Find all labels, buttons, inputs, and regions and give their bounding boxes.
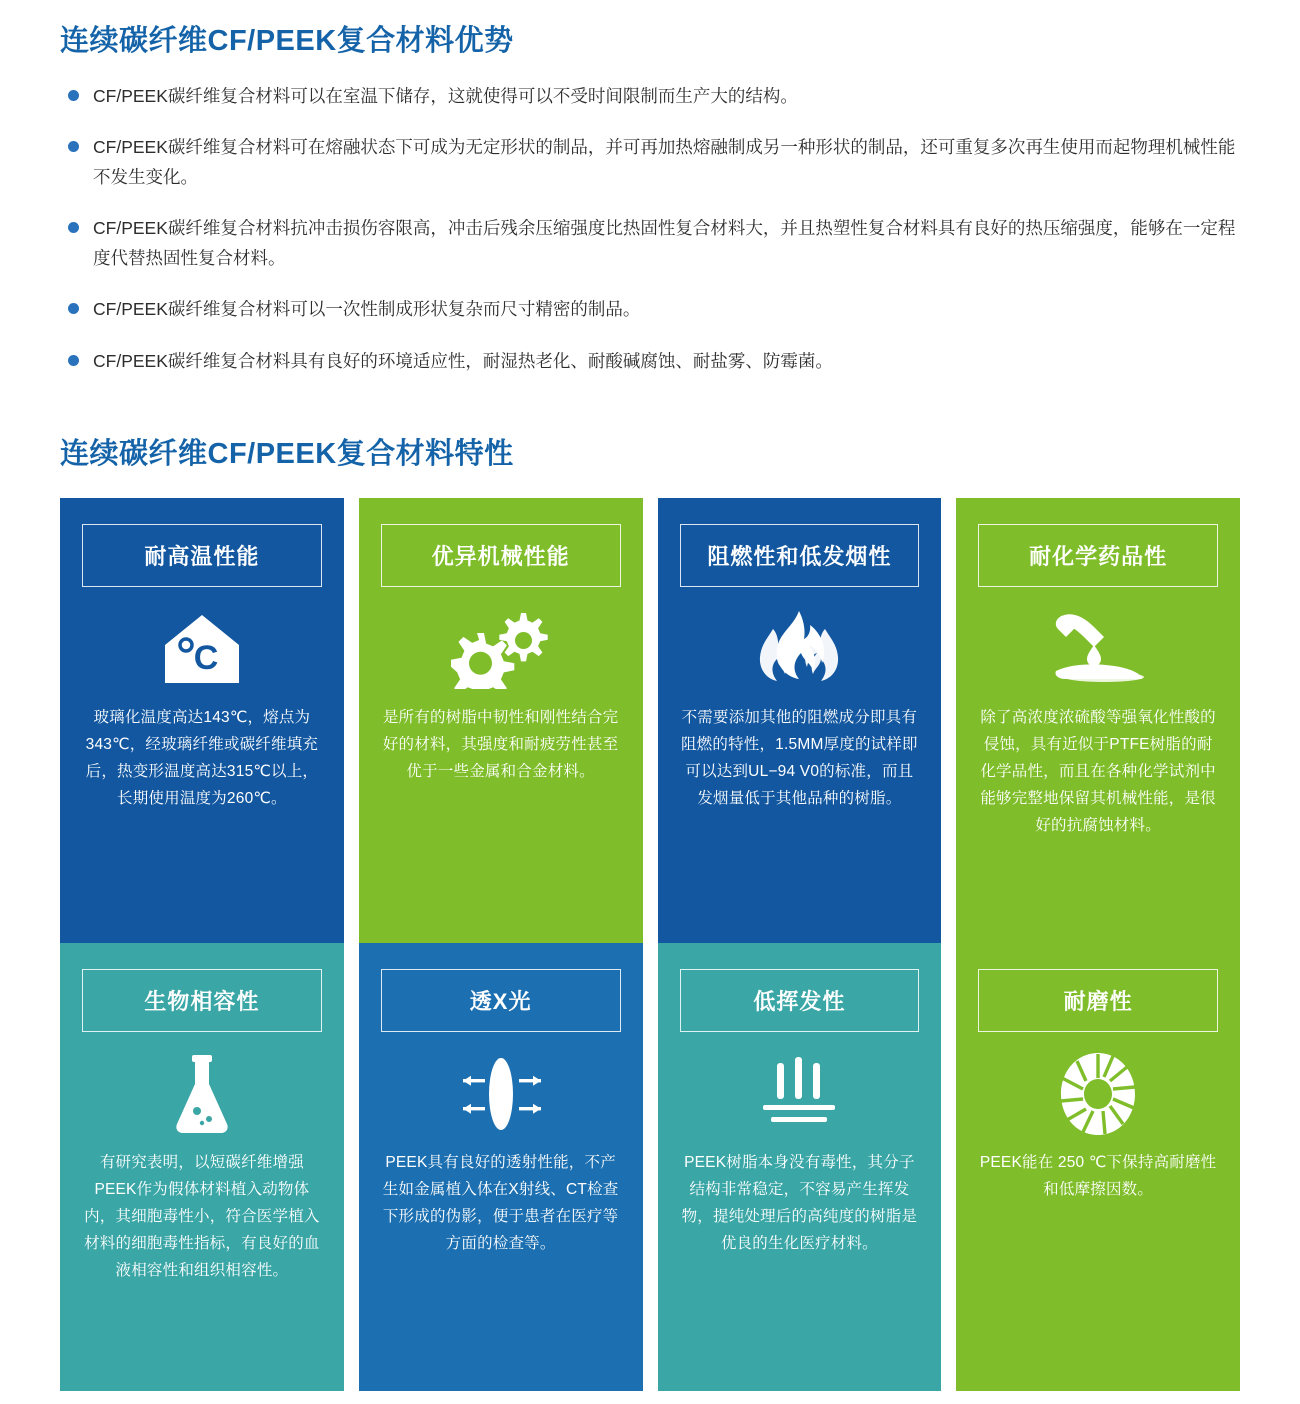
- list-item-text: CF/PEEK碳纤维复合材料具有良好的环境适应性，耐湿热老化、耐酸碱腐蚀、耐盐雾、防霉菌。: [93, 350, 833, 371]
- feature-card-title: 生物相容性: [82, 969, 322, 1032]
- bullet-dot-icon: [68, 141, 79, 152]
- advantages-bullet-list: [60, 81, 1240, 376]
- bullet-dot-icon: [68, 90, 79, 101]
- feature-card-flame-retardant: [658, 498, 942, 943]
- feature-card-mechanical: [359, 498, 643, 943]
- list-item: [60, 132, 1240, 192]
- feature-card-text: 玻璃化温度高达143℃，熔点为343℃，经玻璃纤维或碳纤维填充后，热变形温度高达315℃以上，长期使用温度为260℃。: [85, 708, 319, 807]
- feature-card-title: 低挥发性: [680, 969, 920, 1032]
- feature-card-text: PEEK能在 250 ℃下保持高耐磨性和低摩擦因数。: [979, 1153, 1217, 1198]
- feature-card-title: 耐高温性能: [82, 524, 322, 587]
- feature-card-heat-resistance: [60, 498, 344, 943]
- list-item-text: CF/PEEK碳纤维复合材料可以在室温下储存，这就使得可以不受时间限制而生产大的结构。: [93, 86, 798, 106]
- flame-icon: [749, 601, 849, 697]
- advantages-section-title: 连续碳纤维CF/PEEK复合材料优势: [60, 25, 514, 57]
- feature-card-title: 耐磨性: [978, 969, 1218, 1032]
- feature-card-xray-transparency: [359, 943, 643, 1391]
- feature-card-text: 有研究表明，以短碳纤维增强PEEK作为假体材料植入动物体内，其细胞毒性小，符合医学植入材料的细胞毒性指标，有良好的血液相容性和组织相容性。: [84, 1153, 320, 1279]
- feature-card-text: 除了高浓度浓硫酸等强氧化性酸的侵蚀，具有近似于PTFE树脂的耐化学品性，而且在各种化学试剂中能够完整地保留其机械性能，是很好的抗腐蚀材料。: [980, 708, 1216, 834]
- feature-card-low-volatility: [658, 943, 942, 1391]
- list-item: [60, 213, 1240, 273]
- feature-card-text: PEEK树脂本身没有毒性，其分子结构非常稳定，不容易产生挥发物，提纯处理后的高纯度的树脂是优良的生化医疗材料。: [681, 1153, 918, 1252]
- chemical-drop-icon: [1042, 601, 1154, 697]
- list-item: [60, 294, 1240, 324]
- list-item-text: CF/PEEK碳纤维复合材料抗冲击损伤容限高，冲击后残余压缩强度比热固性复合材料大，并且热塑性复合材料具有良好的热压缩强度，能够在一定程度代替热固性复合材料。: [93, 218, 1236, 269]
- feature-card-title: 阻燃性和低发烟性: [680, 524, 920, 587]
- feature-card-wear-resistance: [956, 943, 1240, 1391]
- xray-lens-icon: [449, 1046, 553, 1142]
- feature-card-title: 透X光: [381, 969, 621, 1032]
- thermometer-house-icon: [159, 601, 245, 697]
- features-section-title: 连续碳纤维CF/PEEK复合材料特性: [60, 437, 514, 470]
- low-volatility-icon: [749, 1046, 849, 1142]
- flask-icon: [165, 1046, 239, 1142]
- list-item: [60, 346, 1240, 376]
- feature-card-biocompatibility: [60, 943, 344, 1391]
- gears-icon: [449, 601, 553, 697]
- bullet-dot-icon: [68, 303, 79, 314]
- feature-card-text: 不需要添加其他的阻燃成分即具有阻燃的特性，1.5MM厚度的试样即可以达到UL−94 V0的标准，而且发烟量低于其他品种的树脂。: [680, 708, 918, 807]
- features-grid: [60, 498, 1240, 1391]
- svg-text:C: C: [193, 638, 219, 677]
- feature-card-title: 优异机械性能: [381, 524, 621, 587]
- list-item-text: CF/PEEK碳纤维复合材料可以一次性制成形状复杂而尺寸精密的制品。: [93, 299, 641, 320]
- feature-card-text: 是所有的树脂中韧性和刚性结合完好的材料，其强度和耐疲劳性甚至优于一些金属和合金材料。: [382, 708, 619, 780]
- feature-card-title: 耐化学药品性: [978, 524, 1218, 587]
- list-item: [60, 81, 1240, 111]
- list-item-text: CF/PEEK碳纤维复合材料可在熔融状态下可成为无定形状的制品，并可再加热熔融制成另一种形状的制品，还可重复多次再生使用而起物理机械性能不发生变化。: [93, 137, 1236, 188]
- bullet-dot-icon: [68, 222, 79, 233]
- tire-icon: [1053, 1046, 1143, 1142]
- feature-card-text: PEEK具有良好的透射性能，不产生如金属植入体在X射线、CT检查下形成的伪影，便于患者在医疗等方面的检查等。: [382, 1153, 619, 1252]
- feature-card-chemical-resistance: [956, 498, 1240, 943]
- bullet-dot-icon: [68, 355, 79, 366]
